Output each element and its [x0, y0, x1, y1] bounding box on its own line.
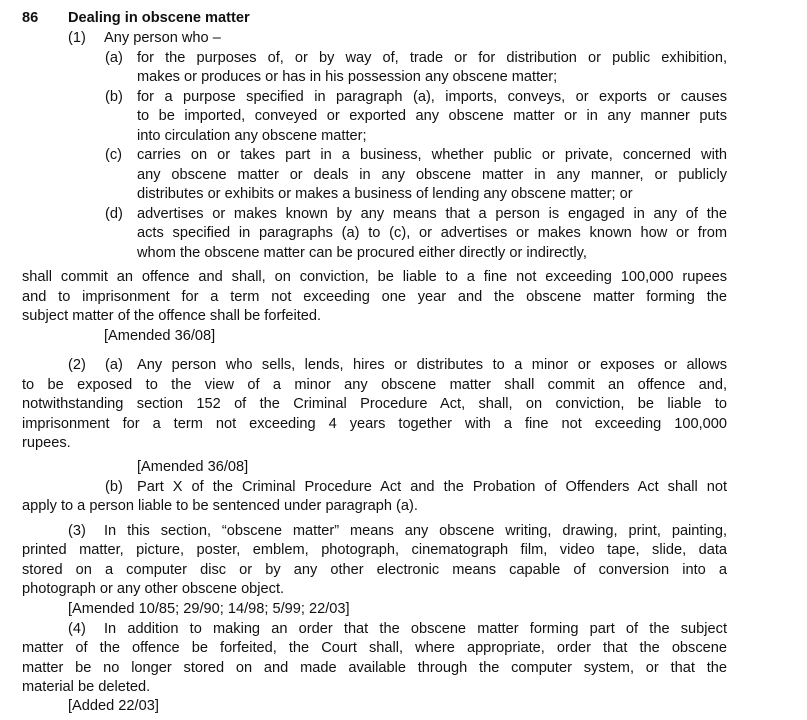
- sub2-b-label: (b): [105, 479, 123, 495]
- sub2-a-label: (a): [105, 357, 123, 373]
- section-title: Dealing in obscene matter: [68, 10, 250, 26]
- para-d-line: acts specified in paragraphs (a) to (c), or advertises or makes known how or from: [137, 225, 727, 241]
- sub3-label: (3): [68, 523, 86, 539]
- para-c-label: (c): [105, 147, 123, 163]
- sub4-added-note: [Added 22/03]: [68, 698, 159, 714]
- penalty-line: and to imprisonment for a term not exceeding one year and the obscene matter forming the: [22, 289, 727, 305]
- sub4-label: (4): [68, 621, 86, 637]
- sub2-a-line: to be exposed to the view of a minor any obscene matter shall commit an offence and,: [22, 377, 727, 393]
- sub1-label: (1): [68, 30, 86, 46]
- sub2-b-line: apply to a person liable to be sentenced under paragraph (a).: [22, 498, 418, 514]
- sub4-line: matter be no longer stored on and made available through the computer system, or that the: [22, 660, 727, 676]
- penalty-line: shall commit an offence and shall, on conviction, be liable to a fine not exceeding 100,000 rupees: [22, 269, 727, 285]
- sub4-line: matter of the offence be forfeited, the Court shall, where appropriate, order that the obscene: [22, 640, 727, 656]
- para-c-line: distributes or exhibits or makes a business of lending any obscene matter; or: [137, 186, 633, 202]
- sub2-label: (2): [68, 357, 86, 373]
- para-c-line: carries on or takes part in a business, whether public or private, concerned with: [137, 147, 727, 163]
- para-a-label: (a): [105, 50, 123, 66]
- penalty-line: subject matter of the offence shall be forfeited.: [22, 308, 322, 324]
- sub2-b-line: Part X of the Criminal Procedure Act and the Probation of Offenders Act shall not: [137, 479, 727, 495]
- sub2-a-line: rupees.: [22, 435, 71, 451]
- para-a-line: makes or produces or has in his possession any obscene matter;: [137, 69, 558, 85]
- sub1-intro: Any person who –: [104, 30, 221, 46]
- section-number: 86: [22, 10, 39, 26]
- para-d-line: whom the obscene matter can be procured either directly or indirectly,: [137, 245, 587, 261]
- sub3-line: photograph or any other obscene object.: [22, 581, 285, 597]
- sub4-line: In addition to making an order that the obscene matter forming part of the subject: [104, 621, 727, 637]
- sub3-amended-note: [Amended 10/85; 29/90; 14/98; 5/99; 22/03]: [68, 601, 350, 617]
- sub3-line: printed matter, picture, poster, emblem, photograph, cinematograph film, video tape, slide, data: [22, 542, 727, 558]
- sub1-amended-note: [Amended 36/08]: [104, 328, 216, 344]
- para-b-line: for a purpose specified in paragraph (a), imports, conveys, or exports or causes: [137, 89, 727, 105]
- sub3-line: In this section, “obscene matter” means any obscene writing, drawing, print, painting,: [104, 523, 727, 539]
- para-d-label: (d): [105, 206, 123, 222]
- sub3-line: stored on a computer disc or by any other electronic means capable of conversion into a: [22, 562, 727, 578]
- sub2-a-line: Any person who sells, lends, hires or distributes to a minor or exposes or allows: [137, 357, 727, 373]
- sub2-a-line: notwithstanding section 152 of the Criminal Procedure Act, shall, on conviction, be liable to: [22, 396, 727, 412]
- para-b-line: into circulation any obscene matter;: [137, 128, 367, 144]
- sub2-amended-note: [Amended 36/08]: [137, 459, 249, 475]
- para-d-line: advertises or makes known by any means that a person is engaged in any of the: [137, 206, 727, 222]
- sub2-a-line: imprisonment for a term not exceeding 4 years together with a fine not exceeding 100,000: [22, 416, 727, 432]
- sub4-line: material be deleted.: [22, 679, 151, 695]
- para-b-label: (b): [105, 89, 123, 105]
- para-a-line: for the purposes of, or by way of, trade or for distribution or public exhibition,: [137, 50, 727, 66]
- para-b-line: to be imported, conveyed or exported any obscene matter or in any manner puts: [137, 108, 727, 124]
- para-c-line: any obscene matter or deals in any obscene matter in any manner, or publicly: [137, 167, 727, 183]
